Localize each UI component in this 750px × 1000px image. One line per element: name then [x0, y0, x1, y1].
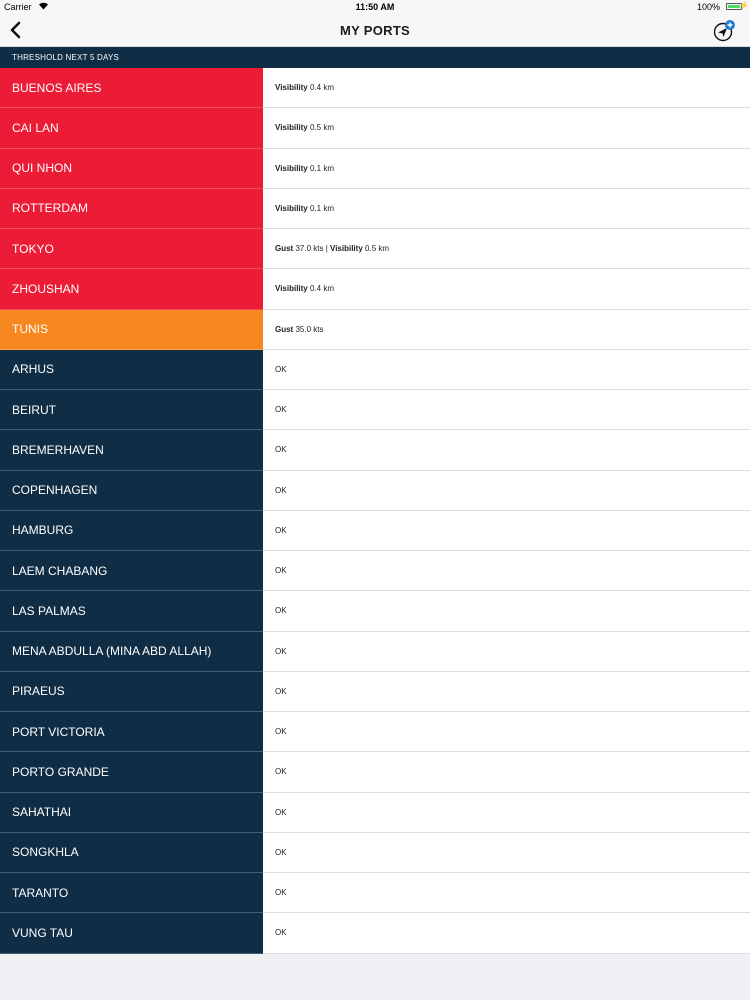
- page-title: MY PORTS: [339, 23, 411, 38]
- port-name: SAHATHAI: [0, 793, 263, 833]
- port-row[interactable]: [0, 551, 750, 591]
- port-row[interactable]: [0, 913, 750, 953]
- detail-label: Visibility: [275, 203, 308, 213]
- port-threshold-info: [263, 310, 750, 350]
- port-name: TARANTO: [0, 873, 263, 913]
- port-row[interactable]: [0, 511, 750, 551]
- section-header: THRESHOLD NEXT 5 DAYS: [0, 47, 750, 68]
- detail-value: 0.1 km: [310, 163, 335, 173]
- status-ok-text: OK: [275, 767, 287, 777]
- port-name: ROTTERDAM: [0, 189, 263, 229]
- detail-label: Visibility: [275, 123, 308, 133]
- port-name: BEIRUT: [0, 390, 263, 430]
- port-threshold-info: [263, 390, 750, 430]
- port-row[interactable]: [0, 833, 750, 873]
- detail-value: 0.4 km: [310, 83, 335, 93]
- port-threshold-info: [263, 108, 750, 148]
- port-name: ZHOUSHAN: [0, 269, 263, 309]
- port-name: PORT VICTORIA: [0, 712, 263, 752]
- port-threshold-info: [263, 672, 750, 712]
- port-list: [0, 68, 750, 954]
- detail-value: 37.0 kts: [295, 244, 324, 254]
- detail-value: 0.5 km: [365, 244, 390, 254]
- port-threshold-info: [263, 913, 750, 953]
- status-ok-text: OK: [275, 566, 287, 576]
- detail-label: Gust: [275, 244, 294, 254]
- detail-label: Gust: [275, 324, 294, 334]
- status-ok-text: OK: [275, 807, 287, 817]
- footer-area: [0, 955, 750, 1000]
- status-time: 11:50 AM: [355, 2, 395, 12]
- port-name: LAEM CHABANG: [0, 551, 263, 591]
- port-row[interactable]: [0, 712, 750, 752]
- port-name: CAI LAN: [0, 108, 263, 148]
- port-threshold-info: [263, 149, 750, 189]
- port-name: SONGKHLA: [0, 833, 263, 873]
- port-row[interactable]: [0, 68, 750, 108]
- status-ok-text: OK: [275, 888, 287, 898]
- detail-label: Visibility: [275, 163, 308, 173]
- status-ok-text: OK: [275, 606, 287, 616]
- port-name: QUI NHON: [0, 149, 263, 189]
- port-name: VUNG TAU: [0, 913, 263, 953]
- port-threshold-info: [263, 350, 750, 390]
- port-threshold-info: [263, 712, 750, 752]
- status-ok-text: OK: [275, 847, 287, 857]
- port-row[interactable]: [0, 350, 750, 390]
- port-threshold-info: [263, 632, 750, 672]
- port-name: PORTO GRANDE: [0, 752, 263, 792]
- port-row[interactable]: [0, 390, 750, 430]
- port-row[interactable]: [0, 149, 750, 189]
- status-ok-text: OK: [275, 485, 287, 495]
- status-ok-text: OK: [275, 364, 287, 374]
- status-ok-text: OK: [275, 686, 287, 696]
- status-ok-text: OK: [275, 525, 287, 535]
- port-name: TUNIS: [0, 310, 263, 350]
- port-row[interactable]: [0, 752, 750, 792]
- port-threshold-info: [263, 430, 750, 470]
- status-ok-text: OK: [275, 405, 287, 415]
- port-name: ARHUS: [0, 350, 263, 390]
- detail-separator: |: [323, 244, 331, 254]
- status-ok-text: OK: [275, 727, 287, 737]
- port-name: PIRAEUS: [0, 672, 263, 712]
- port-threshold-info: [263, 68, 750, 108]
- port-threshold-info: [263, 511, 750, 551]
- port-threshold-info: [263, 591, 750, 631]
- port-row[interactable]: [0, 793, 750, 833]
- port-threshold-info: [263, 229, 750, 269]
- status-ok-text: OK: [275, 646, 287, 656]
- port-row[interactable]: [0, 108, 750, 148]
- port-row[interactable]: [0, 471, 750, 511]
- port-threshold-info: [263, 833, 750, 873]
- navigation-bar: [0, 14, 750, 47]
- detail-value: 35.0 kts: [295, 324, 324, 334]
- add-port-button[interactable]: [712, 19, 736, 43]
- port-threshold-info: [263, 189, 750, 229]
- port-row[interactable]: [0, 189, 750, 229]
- status-ok-text: OK: [275, 928, 287, 938]
- port-threshold-info: [263, 471, 750, 511]
- port-threshold-info: [263, 269, 750, 309]
- carrier-label: Carrier: [4, 2, 32, 12]
- detail-label: Visibility: [330, 244, 363, 254]
- port-name: TOKYO: [0, 229, 263, 269]
- port-row[interactable]: [0, 229, 750, 269]
- port-row[interactable]: [0, 269, 750, 309]
- detail-label: Visibility: [275, 284, 308, 294]
- port-threshold-info: [263, 752, 750, 792]
- port-name: LAS PALMAS: [0, 591, 263, 631]
- port-threshold-info: [263, 551, 750, 591]
- port-name: COPENHAGEN: [0, 471, 263, 511]
- detail-value: 0.1 km: [310, 203, 335, 213]
- port-row[interactable]: [0, 672, 750, 712]
- port-name: BREMERHAVEN: [0, 430, 263, 470]
- port-row[interactable]: [0, 873, 750, 913]
- port-name: BUENOS AIRES: [0, 68, 263, 108]
- port-threshold-info: [263, 873, 750, 913]
- status-bar: [0, 0, 750, 14]
- battery-percent: 100%: [696, 2, 720, 12]
- detail-value: 0.5 km: [310, 123, 335, 133]
- port-row[interactable]: [0, 310, 750, 350]
- detail-value: 0.4 km: [310, 284, 335, 294]
- port-row[interactable]: [0, 591, 750, 631]
- port-threshold-info: [263, 793, 750, 833]
- port-name: HAMBURG: [0, 511, 263, 551]
- port-row[interactable]: [0, 430, 750, 470]
- detail-label: Visibility: [275, 83, 308, 93]
- status-ok-text: OK: [275, 445, 287, 455]
- port-row[interactable]: [0, 632, 750, 672]
- charging-icon: ⚡: [739, 1, 749, 10]
- navigation-add-icon: [712, 19, 736, 43]
- port-name: MENA ABDULLA (MINA ABD ALLAH): [0, 632, 263, 672]
